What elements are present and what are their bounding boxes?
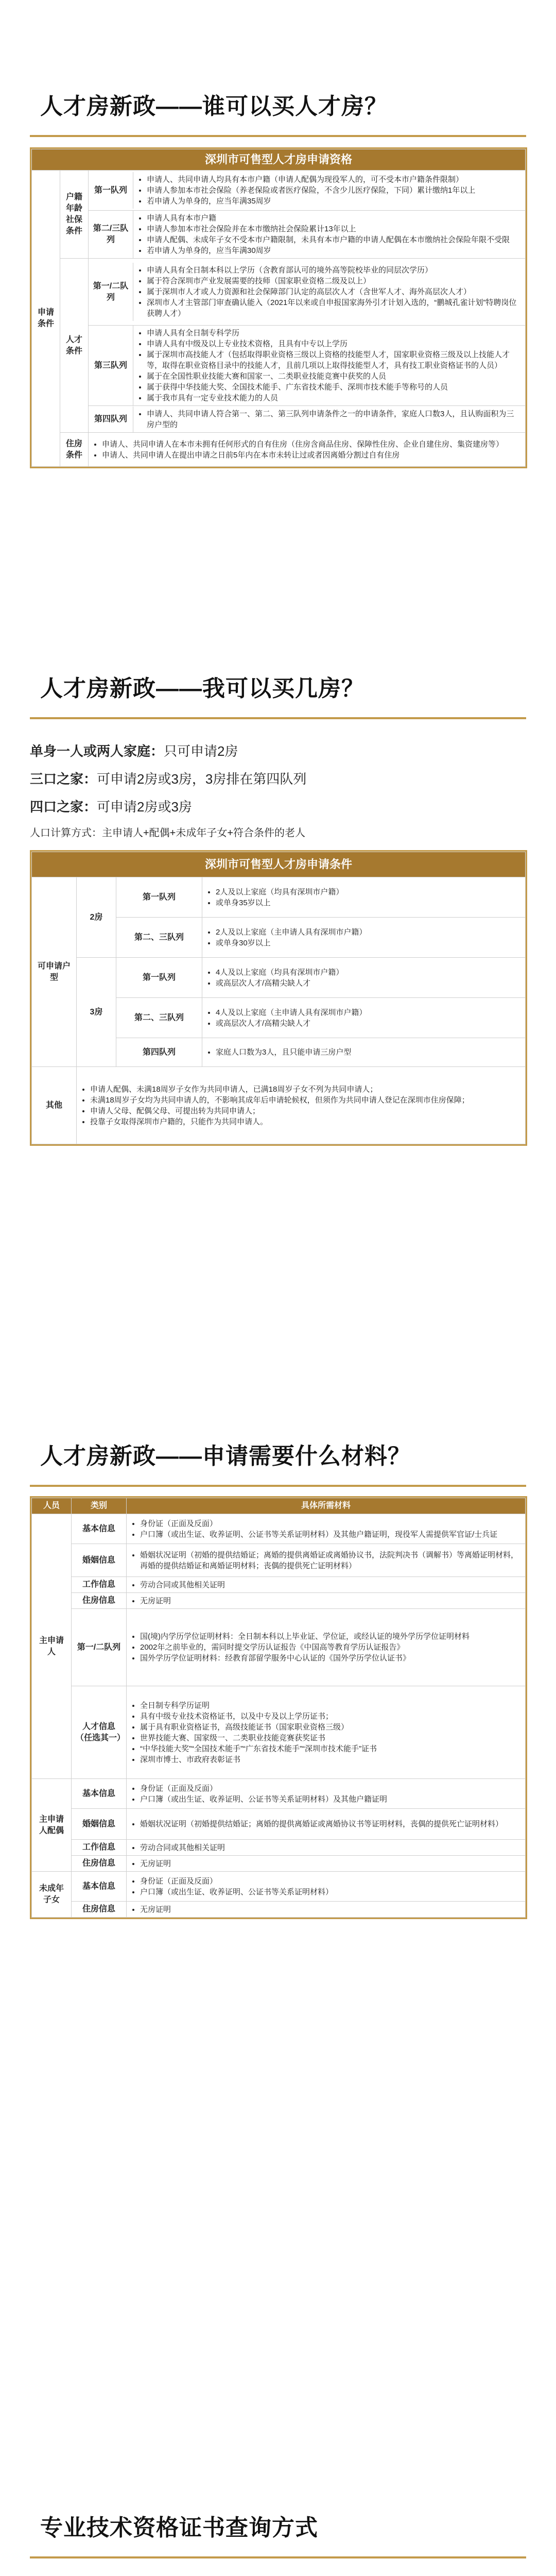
cat-label: 基本信息 [72, 1514, 127, 1544]
room-condition-item: • 或高层次人才/高精尖缺人才 [216, 1018, 521, 1029]
material-item: • 无房证明 [140, 1858, 521, 1869]
queue-label: 第一队列 [116, 958, 202, 998]
huji-conditions-label: 户籍年龄社保条件 [60, 171, 89, 259]
other-item: • 申请人配偶、未满18周岁子女作为共同申请人，已满18周岁子女不列为共同申请人； [90, 1084, 521, 1095]
household-four-value: 可申请2房或3房 [97, 799, 192, 815]
section1-divider [30, 135, 526, 137]
material-item: • 2002年之前毕业的，需同时提交学历认证报告《中国高等教育学历认证报告》 [140, 1642, 521, 1653]
eligibility-table-title: 深圳市可售型人才房申请资格 [32, 149, 526, 171]
condition-item: • 申请人配偶、未成年子女不受本市户籍限制，未具有本市户籍的申请人配偶在本市缴纳社会保险年限不受限 [147, 234, 521, 245]
cat-label: 基本信息 [72, 1872, 127, 1902]
household-single-value: 只可申请2房 [164, 743, 238, 759]
section4-title: 专业技术资格证书查询方式 [40, 2515, 318, 2540]
row-label: 第一/二队列 [89, 263, 133, 321]
person-main: 主申请人 [32, 1514, 72, 1779]
queue-label: 第二、三队列 [116, 918, 202, 958]
condition-item: • 属于深圳市人才或人力资源和社会保障部门认定的高层次人才（含世军人才、海外高层次人才） [147, 286, 521, 297]
household-three-line [30, 769, 306, 788]
material-item: • 具有中级专业技术资格证书，以及中专及以上学历证书； [140, 1711, 521, 1722]
row-label: 第三队列 [89, 326, 133, 405]
head-person: 人员 [32, 1498, 72, 1514]
room-condition-item: • 或单身30岁以上 [216, 938, 521, 948]
material-item: • 国(境)内学历学位证明材料：全日制本科以上毕业证、学位证，或经认证的境外学历学位证明材料 [140, 1631, 521, 1642]
material-item: • 户口簿（或出生证、收养证明、公证书等关系证明材料） [140, 1887, 521, 1897]
condition-item: • 属于在全国性职业技能大赛和国家一、二类职业技能竞赛中获奖的人员 [147, 371, 521, 382]
material-item: • 属于具有职业资格证书，高级技能证书（国家职业资格三级） [140, 1722, 521, 1733]
condition-item: • 属于符合深圳市产业发展需要的技师（国家职业资格二级及以上） [147, 276, 521, 286]
room-type-label: 可申请户型 [32, 877, 77, 1067]
material-item: • 世界技能大赛、国家级一、二类职业技能竞赛获奖证书 [140, 1733, 521, 1743]
room-type-table [30, 850, 527, 1146]
section2-title: 人才房新政——我可以买几房？ [40, 676, 364, 701]
row-label: 第一队列 [89, 172, 133, 209]
condition-item: • 申请人、共同申请人均具有本市户籍（申请人配偶为现役军人的，可不受本市户籍条件限制） [147, 174, 521, 185]
queue-label: 第四队列 [116, 1038, 202, 1067]
material-item: • 无房证明 [140, 1596, 521, 1606]
material-item: • 身份证（正面及反面） [140, 1518, 521, 1529]
room-condition-item: • 4人及以上家庭（均具有深圳市户籍） [216, 967, 521, 978]
material-item: • 户口簿（或出生证、收养证明、公证书等关系证明材料）及其他户籍证明 [140, 1794, 521, 1805]
household-three-value: 可申请2房或3房，3房排在第四队列 [97, 771, 307, 787]
other-item: • 未满18周岁子女均为共同申请人的，不影响其成年后申请轮候权，但须作为共同申请人登记在深圳市住房保障； [90, 1095, 521, 1106]
condition-item: • 申请人参加本市社会保险并在本市缴纳社会保险累计13年以上 [147, 224, 521, 234]
housing-conditions-label: 住房条件 [60, 433, 89, 467]
material-item: • “中华技能大奖”“全国技术能手”“广东省技术能手”“深圳市技术能手”证书 [140, 1743, 521, 1754]
other-item: • 投靠子女取得深圳市户籍的，只能作为共同申请人。 [90, 1116, 521, 1127]
section3-divider [30, 1485, 526, 1487]
condition-item: • 申请人具有全日制本科以上学历（含教育部认可的境外高等院校毕业的同层次学历） [147, 265, 521, 276]
cat-label: 住房信息 [72, 1593, 127, 1609]
condition-item: • 申请人具有中级及以上专业技术资格，且具有中专以上学历 [147, 338, 521, 349]
cat-label: 婚姻信息 [72, 1809, 127, 1840]
queue-label: 第二、三队列 [116, 998, 202, 1038]
condition-item: • 若申请人为单身的，应当年满30周岁 [147, 245, 521, 256]
household-three-label: 三口之家： [30, 771, 97, 787]
condition-item: • 属于获得中华技能大奖、全国技术能手、广东省技术能手、深圳市技术能手等称号的人员 [147, 382, 521, 393]
room-size-2: 2房 [77, 877, 116, 958]
room-condition-item: • 家庭人口数为3人，且只能申请三房户型 [216, 1047, 521, 1058]
household-four-line [30, 796, 192, 816]
section2-divider [30, 717, 526, 719]
other-item: • 申请人父母、配偶父母、可提出转为共同申请人； [90, 1106, 521, 1116]
material-item: • 国外学历学位证明材料：经教育部留学服务中心认证的《国外学历学位认证书》 [140, 1653, 521, 1664]
material-item: • 身份证（正面及反面） [140, 1876, 521, 1887]
material-item: • 深圳市博士、市政府表彰证书 [140, 1754, 521, 1765]
condition-item: • 若申请人为单身的，应当年满35周岁 [147, 196, 521, 207]
household-single-label: 单身一人或两人家庭： [30, 743, 164, 759]
other-label: 其他 [32, 1067, 77, 1144]
room-condition-item: • 或单身35岁以上 [216, 897, 521, 908]
head-category: 类别 [72, 1498, 127, 1514]
row-label: 第四队列 [89, 406, 133, 432]
person-spouse: 主申请人配偶 [32, 1779, 72, 1872]
eligibility-table [30, 147, 527, 468]
material-item: • 户口簿（或出生证、收养证明、公证书等关系证明材料）及其他户籍证明，现役军人需提供军官证/士兵证 [140, 1529, 521, 1540]
condition-item: • 申请人、共同申请人在本市未拥有任何形式的自有住房（住房含商品住房、保障性住房、企业自建住房、集资建房等） [102, 439, 521, 450]
queue-label: 第一队列 [116, 877, 202, 918]
cat-label: 人才信息（任选其一） [72, 1686, 127, 1779]
person-child: 未成年子女 [32, 1872, 72, 1918]
condition-item: • 申请人具有本市户籍 [147, 213, 521, 224]
cat-label: 工作信息 [72, 1840, 127, 1856]
room-condition-item: • 2人及以上家庭（均具有深圳市户籍） [216, 887, 521, 897]
room-type-table-title: 深圳市可售型人才房申请条件 [32, 852, 526, 877]
material-item: • 无房证明 [140, 1904, 521, 1915]
room-condition-item: • 4人及以上家庭（主申请人具有深圳市户籍） [216, 1007, 521, 1018]
material-item: • 婚姻状况证明（初婚提供结婚证；离婚的提供离婚证或离婚协议书等证明材料，丧偶的提供死亡证明材料） [140, 1819, 521, 1829]
material-item: • 劳动合同或其他相关证明 [140, 1842, 521, 1853]
room-size-3: 3房 [77, 958, 116, 1067]
section4-divider [30, 2556, 526, 2558]
condition-item: • 属于深圳市高技能人才（包括取得职业资格三级以上资格的技能型人才，国家职业资格三级及以上技能人才等，取得在职业资格目录中的技能人才，且前几项以上取得技能型人才，具有技工职业资格证书的人员） [147, 349, 521, 371]
room-condition-item: • 或高层次人才/高精尖缺人才 [216, 978, 521, 989]
cat-label: 基本信息 [72, 1779, 127, 1809]
cat-label: 第一/二队列 [72, 1609, 127, 1686]
condition-item: • 申请人参加本市社会保险（养老保险或者医疗保险，不含少儿医疗保险，下同）累计缴纳1年以上 [147, 185, 521, 196]
cat-label: 工作信息 [72, 1577, 127, 1593]
material-item: • 劳动合同或其他相关证明 [140, 1580, 521, 1590]
cert-query-item [50, 2574, 514, 2576]
household-single-line [30, 741, 238, 760]
condition-item: • 深圳市人才主管部门审查确认能入（2021年以来或自申报国家海外引才计划入选的，“鹏城孔雀计划”特聘岗位获聘人才） [147, 297, 521, 319]
cat-label: 住房信息 [72, 1856, 127, 1872]
population-note: 人口计算方式：主申请人+配偶+未成年子女+符合条件的老人 [30, 827, 306, 839]
materials-table [30, 1496, 527, 1919]
condition-item: • 属于我市具有一定专业技术能力的人员 [147, 393, 521, 403]
condition-item: • 申请人、共同申请人在提出申请之日前5年内在本市未转让过或者因离婚分割过自有住房 [102, 450, 521, 461]
household-four-label: 四口之家： [30, 799, 97, 815]
condition-item: • 申请人、共同申请人符合第一、第二、第三队列申请条件之一的申请条件，家庭人口数3人，且认购面积为三房户型的 [147, 409, 521, 430]
section3-title: 人才房新政——申请需要什么材料？ [40, 1444, 411, 1469]
apply-conditions-label: 申请条件 [32, 171, 60, 467]
material-item: • 全日制专科学历证明 [140, 1700, 521, 1711]
cat-label: 住房信息 [72, 1902, 127, 1918]
cat-label: 婚姻信息 [72, 1544, 127, 1577]
room-condition-item: • 2人及以上家庭（主申请人具有深圳市户籍） [216, 927, 521, 938]
talent-conditions-label: 人才条件 [60, 259, 89, 433]
material-item: • 身份证（正面及反面） [140, 1783, 521, 1794]
row-label: 第二/三队列 [89, 211, 133, 258]
section1-title: 人才房新政——谁可以买人才房？ [40, 94, 388, 119]
material-item: • 婚姻状况证明（初婚的提供结婚证；离婚的提供离婚证或离婚协议书，法院判决书（调解书）等离婚证明材料，再婚的提供结婚证和离婚证明材料；丧偶的提供死亡证明材料） [140, 1550, 521, 1571]
cert-item-head [63, 2574, 128, 2576]
head-material: 具体所需材料 [127, 1498, 526, 1514]
condition-item: • 申请人具有全日制专科学历 [147, 328, 521, 338]
